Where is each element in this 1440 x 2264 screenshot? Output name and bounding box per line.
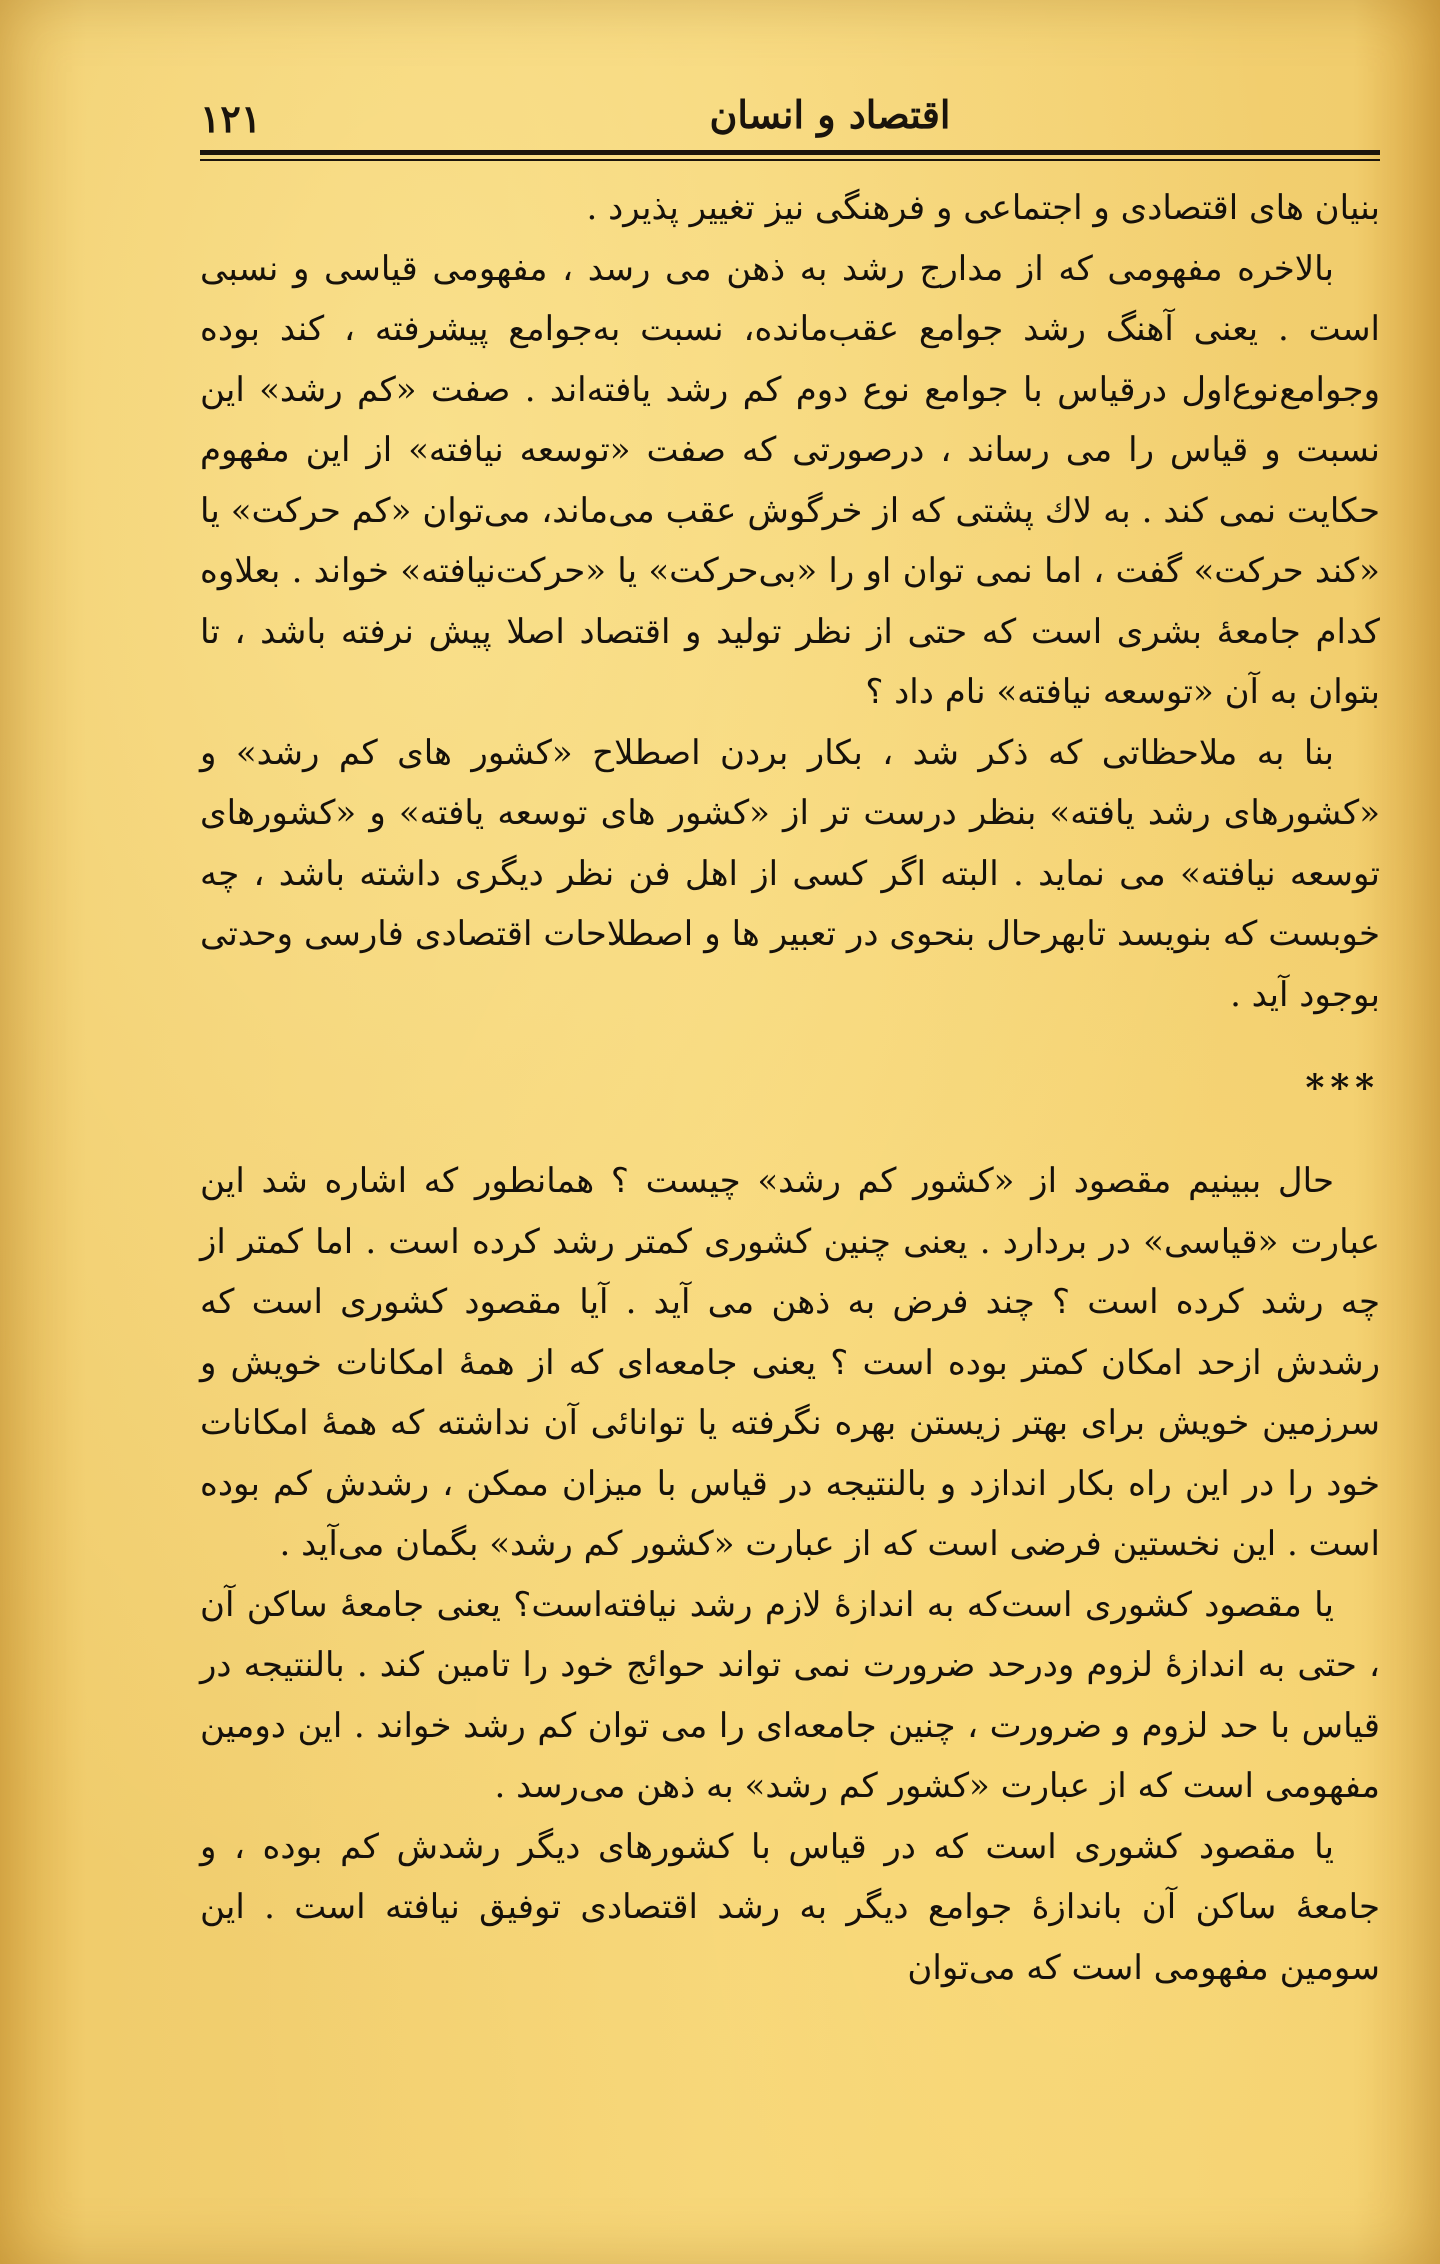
paragraph: یا مقصود کشوری است‌که به اندازهٔ لازم رشد نیافته‌است؟ یعنی جامعهٔ ساکن آن ، حتی به اندازهٔ لزوم ودرحد ضرورت نمی تواند حوائج خود را تامین کند . بالنتیجه در قیاس با حد لزوم و ضرورت ، چنین جامعه‌ای را می توان کم رشد خواند . این دومین مفهومی است که از عبارت «کشور کم رشد» به ذهن می‌رسد . xyxy=(200,1584,1380,1806)
paragraph: یا مقصود کشوری است که در قیاس با کشورهای دیگر رشدش کم بوده ، و جامعهٔ ساکن آن باندازهٔ جوامع دیگر به رشد اقتصادی توفیق نیافته است . این سومین مفهومی است که می‌توان xyxy=(200,1826,1380,1988)
paragraph: حال ببینیم مقصود از «کشور کم رشد» چیست ؟ همانطور که اشاره شد این عبارت «قیاسی» در بردارد . یعنی چنین کشوری کمتر رشد کرده است . اما کمتر از چه رشد کرده است ؟ چند فرض به ذهن می آید . آیا مقصود کشوری است که رشدش ازحد امکان کمتر بوده است ؟ یعنی جامعه‌ای که از همهٔ امکانات خویش و سرزمین خویش برای بهتر زیستن بهره نگرفته یا توانائی آن نداشته که همهٔ امکانات خود را در این راه بکار اندازد و بالنتیجه در قیاس با میزان ممکن ، رشدش کم بوده است . این نخستین فرضی است که از عبارت «کشور کم رشد» بگمان می‌آید . xyxy=(200,1161,1380,1564)
header-rule-thin xyxy=(200,159,1380,161)
paragraph: بالاخره مفهومی که از مدارج رشد به ذهن می رسد ، مفهومی قیاسی و نسبی است . یعنی آهنگ رشد جوامع عقب‌مانده، نسبت به‌جوامع پیشرفته ، کند بوده وجوامع‌نوع‌اول درقیاس با جوامع نوع دوم کم رشد یافته‌اند . صفت «کم رشد» این نسبت و قیاس را می رساند ، درصورتی که صفت «توسعه نیافته» از این مفهوم حکایت نمی کند . به لاك پشتی که از خرگوش عقب می‌ماند، می‌توان «کم حرکت» یا «کند حرکت» گفت ، اما نمی توان او را «بی‌حرکت» یا «حرکت‌نیافته» خواند . بعلاوه کدام جامعهٔ بشری است که حتی از نظر تولید و اقتصاد اصلا پیش نرفته باشد ، تا بتوان به آن «توسعه نیافته» نام داد ؟ xyxy=(200,248,1380,712)
page-header xyxy=(200,92,1380,148)
paragraph-continuation: بنیان های اقتصادی و اجتماعی و فرهنگی نیز تغییر پذیرد . xyxy=(586,188,1380,228)
section-separator: *** xyxy=(1305,1067,1380,1109)
header-rule-thick xyxy=(200,150,1380,155)
page-number: ۱۲۱ xyxy=(200,96,262,141)
body-text xyxy=(200,178,1380,1998)
running-title: اقتصاد و انسان xyxy=(709,92,951,137)
paragraph: بنا به ملاحظاتی که ذکر شد ، بکار بردن اصطلاح «کشور های کم رشد» و «کشورهای رشد یافته» بنظر درست تر از «کشور های توسعه یافته» و «کشورهای توسعه نیافته» می نماید . البته اگر کسی از اهل فن نظر دیگری داشته باشد ، چه خوبست که بنویسد تابهرحال بنحوی در تعبیر ها و اصطلاحات اقتصادی فارسی وحدتی بوجود آید . xyxy=(200,732,1380,1015)
